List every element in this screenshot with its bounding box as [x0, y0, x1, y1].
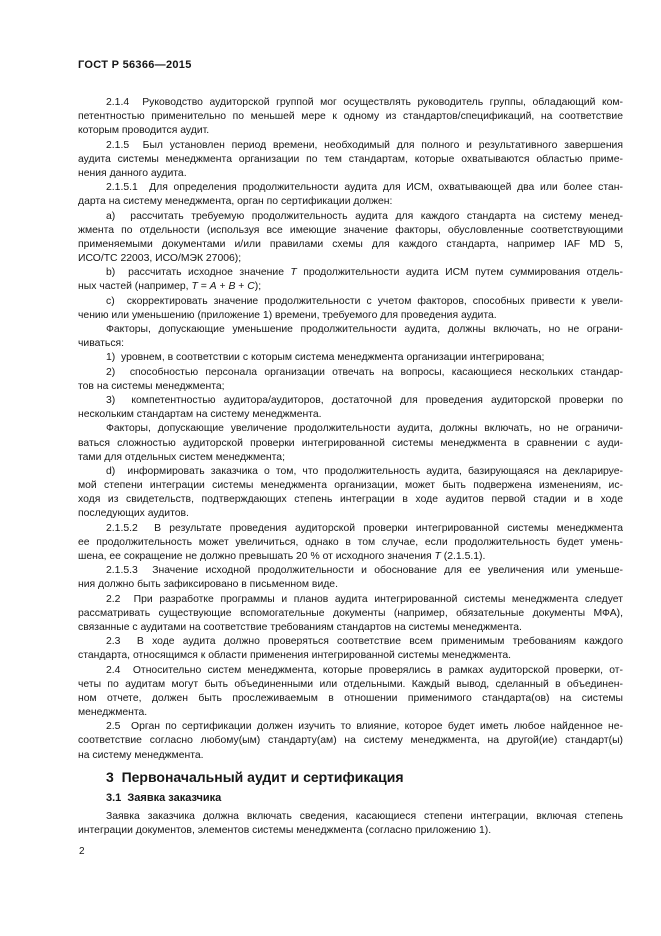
text-line: мой степени интеграции системы менеджмента организации, может быть подвержена изменениям, ис-	[78, 480, 623, 492]
page-number: 2	[79, 846, 85, 857]
text-line: связанные с аудитами на соответствие требованиям стандартов на системы менеджмента.	[78, 621, 522, 633]
text-line: ИСО/ТС 22003, ИСО/МЭК 27006);	[78, 253, 242, 265]
text-line: на систему менеджмента.	[78, 749, 204, 761]
text-line: Заявка заказчика должна включать сведения, касающиеся степени интеграции, включая степень	[106, 811, 623, 822]
text-line: ее продолжительность может увеличиться, однако в том случае, если продолжительность будет умень-	[78, 536, 623, 548]
text-line: a) рассчитать требуемую продолжительность аудита для каждого стандарта на систему менед-	[106, 210, 623, 222]
text-line: 2.5 Орган по сертификации должен изучить то влияние, которое будет иметь любое найденное не-	[106, 721, 623, 733]
text-line: интеграции документов, элементов системы менеджмента (согласно приложению 1).	[78, 825, 492, 837]
text-line: дарта на систему менеджмента, орган по сертификации должен:	[78, 196, 393, 208]
text-line: 2.1.5.1 Для определения продолжительности аудита для ИСМ, охватывающей два или более стан-	[106, 182, 623, 194]
running-header: ГОСТ Р 56366—2015	[78, 59, 192, 71]
text-line: стандарта, относящимся к области применения интегрированной системы менеджмента.	[78, 650, 512, 662]
text-line: 2) способностью персонала организации отвечать на вопросы, касающиеся нескольких стандар-	[106, 366, 623, 378]
text-line: ния должно быть зафиксировано в письменном виде.	[78, 579, 338, 591]
text-line: нескольким стандартам на систему менеджмента.	[78, 409, 322, 421]
text-line: менеджмента.	[78, 707, 148, 719]
text-line: 2.3 В ходе аудита должно проверяться соответствие всем применимым требованиям каждого	[106, 636, 623, 648]
text-line: c) скорректировать значение продолжительности с учетом факторов, способных привести к увели-	[106, 295, 623, 307]
text-line: b) рассчитать исходное значение T продолжительности аудита ИСМ путем суммирования отдель-	[106, 267, 623, 279]
text-line: 2.1.5.2 В результате проведения аудиторской проверки интегрированной системы менеджмента	[106, 522, 623, 534]
text-line: шена, ее сокращение не должно превышать 20 % от исходного значения T (2.1.5.1).	[78, 551, 486, 562]
text-line: чению или уменьшению (приложение 1) времени, требуемого для проведения аудита.	[78, 309, 497, 321]
text-line: соответствие согласно любому(ым) стандарту(ам) на систему менеджмента, на другой(ие) стандарт(ы)	[78, 735, 623, 747]
text-line: петентностью применительно по меньшей мере к одному из стандартов/спецификаций, на соответствие	[78, 111, 623, 123]
text-line: 2.2 При разработке программы и планов аудита интегрированной системы менеджмента следует	[106, 593, 623, 605]
text-line: которым проводится аудит.	[78, 125, 210, 137]
text-line: 2.1.4 Руководство аудиторской группой мог осуществлять руководитель группы, обладающий ком-	[106, 97, 623, 108]
text-line: 3) компетентностью аудитора/аудиторов, достаточной для проведения аудиторской проверки по	[106, 394, 623, 406]
text-line: 1) уровнем, в соответствии с которым система менеджмента организации интегрирована;	[106, 352, 545, 364]
text-line: чиваться:	[78, 338, 125, 350]
text-line: ходя из свидетельств, подтверждающих степень интеграции в ходе аудитов первой стадии и в ходе	[78, 494, 623, 506]
text-line: нения данного аудита.	[78, 167, 187, 179]
text-line: d) информировать заказчика о том, что продолжительность аудита, базирующаяся на декларируе-	[106, 465, 623, 477]
document-body	[78, 96, 623, 763]
text-line: рассматривать существующие вспомогательные документы (например, обязательные документы МФА),	[78, 607, 623, 619]
text-line: 2.1.5.3 Значение исходной продолжительности и обоснование для ее увеличения или уменьше-	[106, 565, 623, 577]
section-heading: 3 Первоначальный аудит и сертификация	[106, 769, 404, 785]
text-line: четы по аудитам могут быть объединенными или отдельными. Каждый вывод, сделанный в объединен-	[78, 678, 623, 690]
text-line: ваться сложностью аудиторской проверки интегрированной системы менеджмента в сравнении с ауди-	[78, 437, 623, 449]
text-line: Факторы, допускающие увеличение продолжительности аудита, должны включать, но не ограничи-	[106, 423, 623, 435]
text-line: тов на системы менеджмента;	[78, 380, 225, 392]
text-line: 2.4 Относительно систем менеджмента, которые проверялись в рамках аудиторской проверки, от-	[106, 664, 623, 676]
text-line: последующих аудитов.	[78, 508, 189, 520]
text-line: ном отчете, должен быть прослеживаемым в отношении применимого стандарта(ов) на системы	[78, 692, 623, 704]
text-line: 2.1.5 Был установлен период времени, необходимый для полного и результативного завершения	[106, 139, 623, 151]
text-line: тами для отдельных систем менеджмента;	[78, 451, 285, 463]
text-line: аудита системы менеджмента организации по тем стандартам, которые охватываются областью приме-	[78, 153, 623, 165]
text-line: ных частей (например, T = A + B + C);	[78, 281, 262, 293]
text-line: Факторы, допускающие уменьшение продолжительности аудита, должны включать, но не ограни-	[106, 324, 623, 335]
subsection-heading: 3.1 Заявка заказчика	[106, 792, 222, 804]
section-body	[78, 810, 623, 838]
text-line: жмента по отдельности (используя все имеющие значение факторы, обусловленные соответствующими	[78, 224, 623, 236]
text-line: применяемыми документами и/или правилами схемы для каждого стандарта, например IAF MD 5,	[78, 238, 623, 250]
